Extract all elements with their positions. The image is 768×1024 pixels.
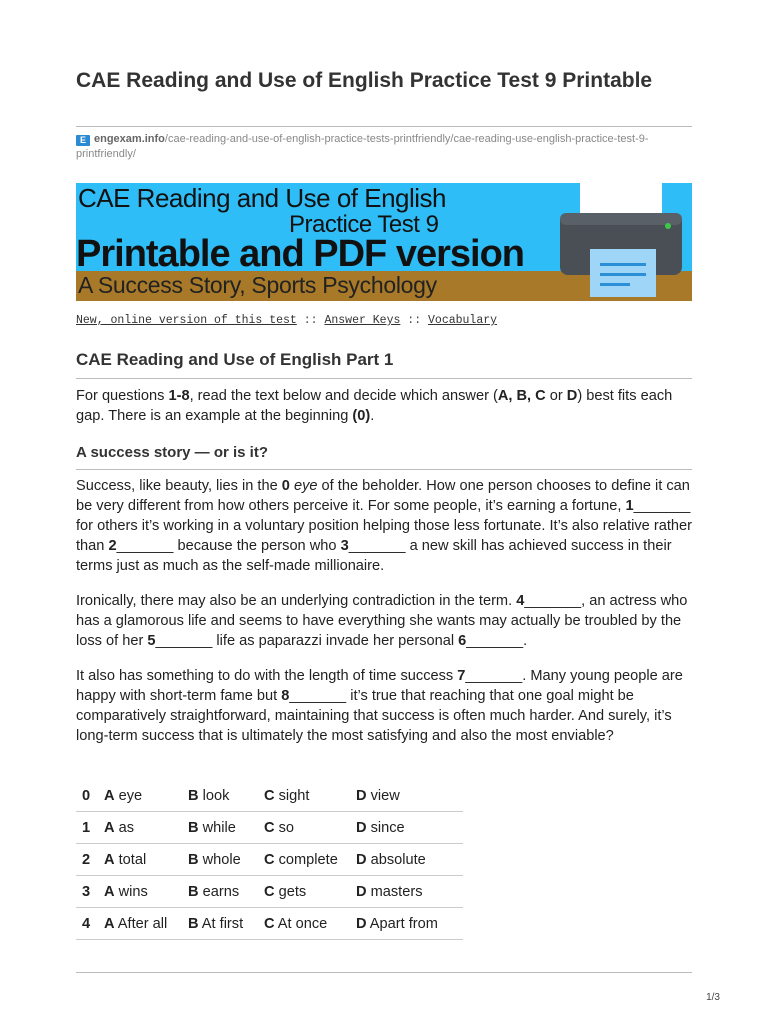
option-word: complete bbox=[278, 851, 338, 868]
source-path[interactable]: /cae-reading-and-use-of-english-practice-tests-printfriendly/cae-reading-use-english-practice-test-9-printfriendly/ bbox=[76, 133, 649, 160]
option-letter: C bbox=[264, 883, 275, 900]
question-number: 0 bbox=[76, 780, 98, 812]
title-divider bbox=[76, 126, 692, 127]
option-letter: D bbox=[356, 787, 367, 804]
option-letter: C bbox=[264, 787, 275, 804]
option-word: Apart from bbox=[369, 915, 438, 932]
link-separator: :: bbox=[407, 314, 422, 327]
option-word: At once bbox=[277, 915, 328, 932]
option-word: eye bbox=[118, 787, 143, 804]
vocabulary-link[interactable]: Vocabulary bbox=[428, 314, 498, 327]
option-word: earns bbox=[202, 883, 240, 900]
story-heading: A success story — or is it? bbox=[76, 444, 269, 461]
gap-1: _______ bbox=[633, 498, 691, 514]
option-word: total bbox=[118, 851, 147, 868]
answer-options-table bbox=[76, 780, 463, 940]
option-word: since bbox=[370, 819, 405, 836]
option-a bbox=[98, 780, 180, 812]
printer-icon bbox=[560, 183, 686, 301]
question-number: 1 bbox=[76, 812, 98, 844]
story-divider bbox=[76, 469, 692, 470]
option-letter: D bbox=[356, 851, 367, 868]
gap-4: _______ bbox=[524, 593, 582, 609]
gap-6: _______ bbox=[466, 633, 524, 649]
link-separator: :: bbox=[303, 314, 318, 327]
instructions: For questions 1-8, read the text below and decide which answer (A, B, C or D) best fits each gap. There is an example at the beginning (0). bbox=[76, 388, 673, 424]
option-letter: D bbox=[356, 883, 367, 900]
option-row bbox=[76, 780, 463, 812]
part-divider bbox=[76, 378, 692, 379]
option-c bbox=[258, 844, 350, 876]
banner-line-1: CAE Reading and Use of English bbox=[78, 183, 447, 213]
option-word: sight bbox=[278, 787, 310, 804]
option-word: absolute bbox=[370, 851, 426, 868]
option-letter: A bbox=[104, 787, 115, 804]
story-paragraph-3: It also has something to do with the length of time success 7_______. Many young people are happy with short-term fame but 8_______ it’s true that reaching that one goal might be comparatively straightforward, maintaining that success is often much harder. And surely, it’s long-term success that is ultimately the most satisfying and also the most enviable? bbox=[76, 668, 683, 744]
option-letter: B bbox=[188, 915, 199, 932]
option-word: so bbox=[278, 819, 295, 836]
option-word: gets bbox=[278, 883, 307, 900]
banner-line-3: Printable and PDF version bbox=[76, 233, 524, 275]
option-d bbox=[350, 780, 463, 812]
answer-keys-link[interactable]: Answer Keys bbox=[324, 314, 401, 327]
source-domain[interactable]: engexam.info bbox=[94, 133, 165, 145]
question-number: 2 bbox=[76, 844, 98, 876]
option-word: At first bbox=[201, 915, 244, 932]
gap-8: _______ bbox=[289, 688, 347, 704]
option-letter: A bbox=[104, 883, 115, 900]
question-number: 4 bbox=[76, 908, 98, 940]
option-a bbox=[98, 812, 180, 844]
option-word: view bbox=[370, 787, 400, 804]
option-letter: D bbox=[356, 819, 367, 836]
option-word: whole bbox=[202, 851, 241, 868]
option-c bbox=[258, 876, 350, 908]
bottom-divider bbox=[76, 972, 692, 973]
banner-image bbox=[76, 183, 692, 301]
option-d bbox=[350, 876, 463, 908]
option-c bbox=[258, 812, 350, 844]
option-letter: C bbox=[264, 851, 275, 868]
option-b bbox=[180, 876, 258, 908]
gap-2: _______ bbox=[116, 538, 174, 554]
option-letter: C bbox=[264, 915, 275, 932]
option-row bbox=[76, 844, 463, 876]
page-title: CAE Reading and Use of English Practice Test 9 Printable bbox=[76, 69, 653, 92]
option-c bbox=[258, 780, 350, 812]
option-a bbox=[98, 844, 180, 876]
source-url[interactable] bbox=[76, 132, 692, 162]
option-row bbox=[76, 876, 463, 908]
banner-line-2: Practice Test 9 bbox=[289, 211, 439, 238]
gap-7: _______ bbox=[465, 668, 523, 684]
part-heading: CAE Reading and Use of English Part 1 bbox=[76, 350, 394, 369]
option-row bbox=[76, 812, 463, 844]
engexam-favicon-icon: E bbox=[76, 135, 90, 146]
option-d bbox=[350, 844, 463, 876]
gap-5: _______ bbox=[155, 633, 213, 649]
story-paragraph-1: Success, like beauty, lies in the 0 eye of the beholder. How one person chooses to define it can be very different from how others perceive it. For some people, it’s earning a fortune, 1_______ for others it’s working in a voluntary position helping those less fortunate. It’s also relative rather than 2_______ because the person who 3_______ a new skill has achieved success in their terms just as much as the self-made millionaire. bbox=[76, 478, 692, 574]
question-number: 3 bbox=[76, 876, 98, 908]
option-letter: B bbox=[188, 819, 199, 836]
option-letter: C bbox=[264, 819, 275, 836]
option-letter: B bbox=[188, 787, 199, 804]
option-b bbox=[180, 780, 258, 812]
option-b bbox=[180, 908, 258, 940]
option-row bbox=[76, 908, 463, 940]
option-b bbox=[180, 812, 258, 844]
option-d bbox=[350, 908, 463, 940]
option-d bbox=[350, 812, 463, 844]
page-number: 1/3 bbox=[706, 992, 720, 1003]
option-a bbox=[98, 908, 180, 940]
option-b bbox=[180, 844, 258, 876]
option-word: After all bbox=[117, 915, 168, 932]
option-word: as bbox=[118, 819, 135, 836]
banner-line-4: A Success Story, Sports Psychology bbox=[78, 272, 437, 298]
option-word: while bbox=[202, 819, 236, 836]
option-word: look bbox=[202, 787, 230, 804]
option-letter: A bbox=[104, 819, 115, 836]
option-a bbox=[98, 876, 180, 908]
option-letter: B bbox=[188, 883, 199, 900]
option-word: masters bbox=[370, 883, 423, 900]
option-letter: A bbox=[104, 851, 115, 868]
online-version-link[interactable]: New, online version of this test bbox=[76, 314, 297, 327]
gap-3: _______ bbox=[348, 538, 406, 554]
option-letter: B bbox=[188, 851, 199, 868]
option-letter: A bbox=[104, 915, 115, 932]
option-word: wins bbox=[118, 883, 148, 900]
option-c bbox=[258, 908, 350, 940]
test-links bbox=[76, 314, 497, 327]
option-letter: D bbox=[356, 915, 367, 932]
story-paragraph-2: Ironically, there may also be an underlying contradiction in the term. 4_______, an actress who has a glamorous life and seems to have everything she wants may actually be troubled by the loss of her 5_______ life as paparazzi invade her personal 6_______. bbox=[76, 593, 688, 649]
